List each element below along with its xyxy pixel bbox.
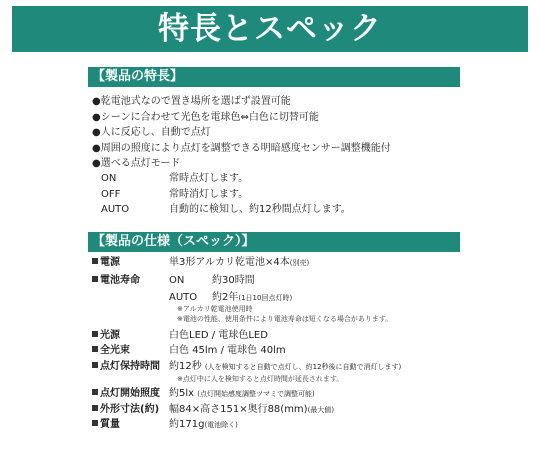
specs-heading: 【製品の仕様（スペック）】 — [88, 232, 460, 252]
spec-label-illuminance: 点灯開始照度 — [92, 388, 160, 400]
spec-value-illuminance: 約5lx (点灯開始感度調整ツマミで調整可能) — [169, 388, 315, 399]
spec-value-power: 単3形アルカリ乾電池×4本(別売) — [169, 257, 310, 268]
mode-name-on: ON — [101, 173, 117, 184]
bullet-icon — [92, 420, 98, 426]
mode-desc-off: 常時消灯します。 — [169, 189, 249, 200]
spec-value-hold-time: 約12秒 (人を検知すると自動で点灯し、約12秒後に自動で消灯します) — [169, 361, 402, 372]
spec-value-dimensions: 幅84×高さ151×奥行88(mm)(最大値) — [169, 404, 335, 415]
bullet-icon — [92, 362, 98, 368]
feature-item: ●周囲の照度により点灯を調整できる明暗感度センサー調整機能付 — [92, 143, 391, 154]
spec-label-battery: 電池寿命 — [92, 275, 140, 287]
bullet-icon — [92, 258, 98, 264]
feature-item: ●人に反応し、自動で点灯 — [92, 127, 211, 138]
mode-desc-auto: 自動的に検知し、約12秒間点灯します。 — [169, 204, 351, 215]
spec-value-luminous-flux: 白色 45lm / 電球色 40lm — [169, 345, 286, 356]
bullet-icon — [92, 405, 98, 411]
battery-on-mode: ON — [169, 275, 185, 286]
mode-name-off: OFF — [101, 189, 121, 200]
spec-label-power: 電源 — [92, 257, 120, 269]
spec-label-weight: 質量 — [92, 419, 120, 431]
spec-label-light-source: 光源 — [92, 330, 120, 342]
spec-label-hold-time: 点灯保持時間 — [92, 361, 160, 373]
bullet-icon — [92, 346, 98, 352]
page-title: 特長とスペック — [12, 6, 528, 52]
features-heading: 【製品の特長】 — [88, 67, 460, 87]
hold-time-note: ※点灯中に人を検知すると点灯時間が延長されます。 — [177, 375, 344, 383]
battery-auto-mode: AUTO — [169, 292, 198, 303]
battery-auto-value: 約2年(1日10回点灯時) — [212, 292, 293, 303]
feature-item: ●乾電池式なので置き場所を選ばず設置可能 — [92, 96, 291, 107]
mode-name-auto: AUTO — [101, 204, 130, 215]
feature-item: ●選べる点灯モード — [92, 158, 181, 169]
feature-item: ●シーンに合わせて光色を電球色⇔白色に切替可能 — [92, 112, 319, 123]
spec-label-dimensions: 外形寸法(約) — [92, 404, 159, 416]
spec-value-weight: 約171g(電池除く) — [169, 419, 238, 430]
spec-label-luminous-flux: 全光束 — [92, 345, 130, 357]
spec-value-light-source: 白色LED / 電球色LED — [169, 330, 268, 341]
battery-note: ※アルカリ乾電池使用時 — [177, 305, 253, 313]
mode-desc-on: 常時点灯します。 — [169, 173, 249, 184]
battery-note: ※電池の性能、使用条件により電池寿命は短くなる場合があります。 — [177, 315, 393, 323]
bullet-icon — [92, 331, 98, 337]
battery-on-value: 約30時間 — [212, 275, 255, 286]
bullet-icon — [92, 389, 98, 395]
bullet-icon — [92, 276, 98, 282]
